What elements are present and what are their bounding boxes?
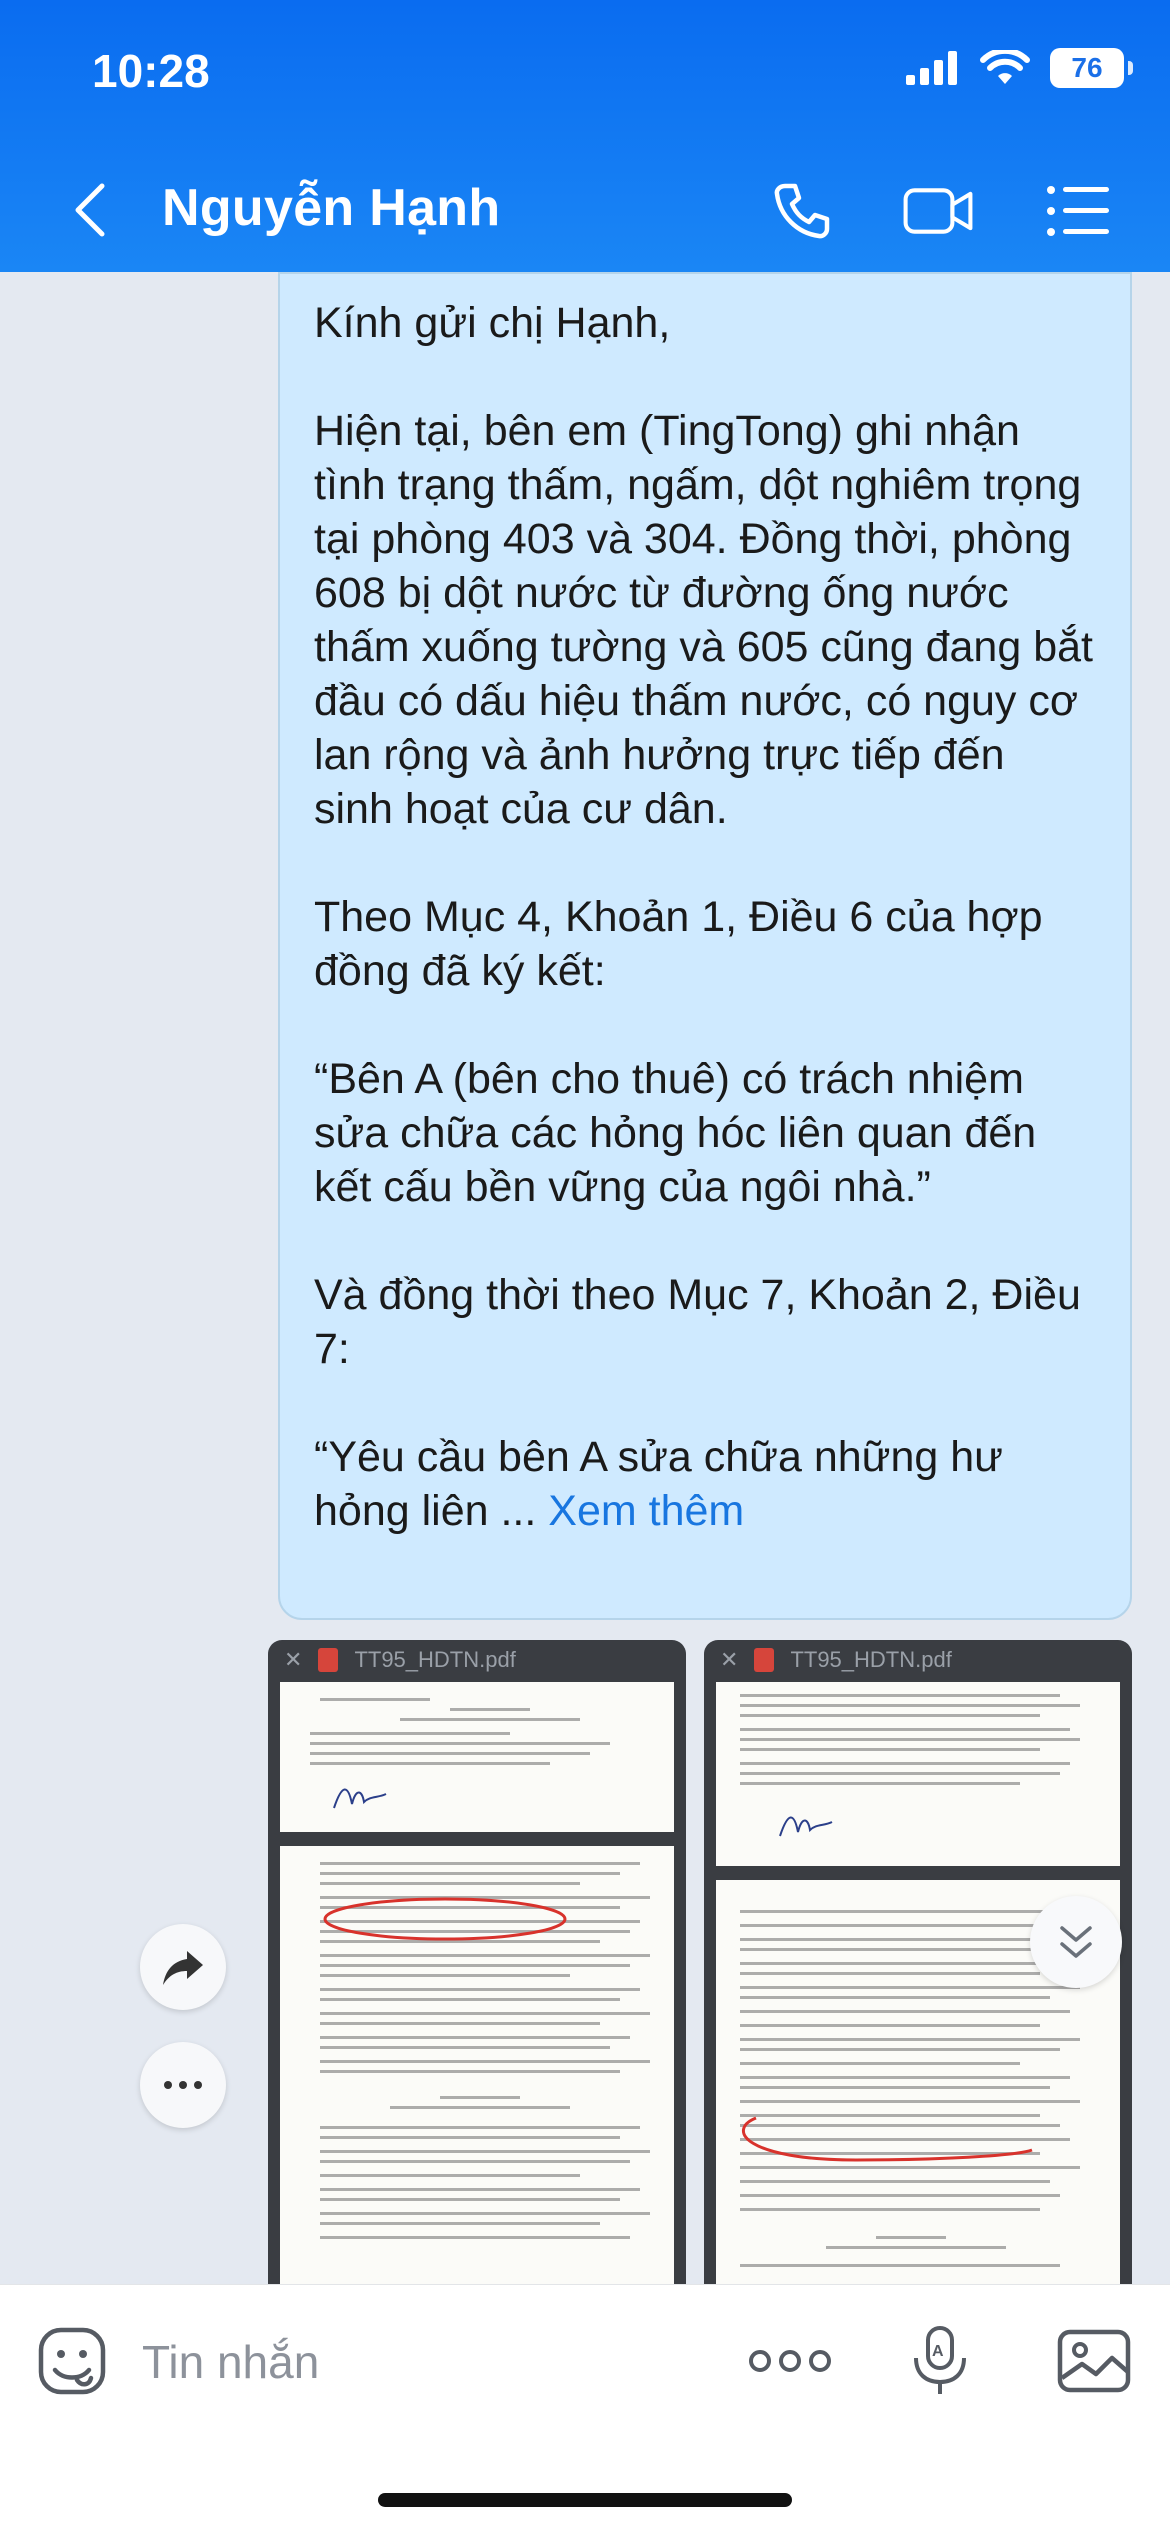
home-indicator — [378, 2493, 792, 2507]
red-circle-annotation — [320, 1894, 570, 1944]
gallery-icon[interactable] — [1054, 2325, 1134, 2397]
pdf-toolbar — [268, 1640, 686, 1680]
signature-mark — [776, 1806, 836, 1846]
close-icon: ✕ — [284, 1647, 303, 1672]
signature-mark — [330, 1778, 390, 1818]
svg-text:A: A — [932, 2343, 944, 2360]
pdf-icon — [318, 1648, 338, 1672]
back-chevron-icon[interactable] — [60, 180, 120, 240]
message-input[interactable]: Tin nhắn — [142, 2336, 320, 2388]
pdf-page-preview — [280, 1846, 674, 2284]
image-attachments[interactable] — [268, 1640, 1132, 2284]
page-title[interactable]: Nguyễn Hạnh — [162, 179, 501, 237]
message-truncated-text: “Yêu cầu bên A sửa chữa những hư hỏng liên ... — [314, 1433, 1003, 1535]
signal-icon — [906, 51, 960, 85]
video-camera-icon[interactable] — [902, 178, 974, 244]
wifi-icon — [980, 50, 1030, 86]
status-icons — [906, 48, 1124, 88]
red-circle-annotation — [736, 2110, 1036, 2166]
share-icon[interactable] — [140, 1924, 226, 2010]
sticker-face-icon[interactable] — [36, 2325, 108, 2397]
status-bar — [0, 0, 1170, 150]
message-quote: “Bên A (bên cho thuê) có trách nhiệm sửa chữa các hỏng hóc liên quan đến kết cấu bền vững của ngôi nhà.” — [314, 1055, 1037, 1211]
chat-area[interactable] — [0, 272, 1170, 2284]
pdf-page-preview — [280, 1682, 674, 1832]
chat-header — [0, 0, 1170, 272]
more-dots-icon[interactable] — [140, 2042, 226, 2128]
pdf-filename: TT95_HDTN.pdf — [790, 1647, 952, 1672]
list-menu-icon[interactable] — [1042, 178, 1114, 244]
see-more-link[interactable]: Xem thêm — [548, 1487, 745, 1535]
nav-bar — [0, 150, 1170, 272]
pdf-icon — [754, 1648, 774, 1672]
message-greeting: Kính gửi chị Hạnh, — [314, 299, 671, 347]
status-time: 10:28 — [92, 45, 210, 97]
pdf-page-preview — [716, 1682, 1120, 1866]
phone-icon[interactable] — [766, 178, 838, 244]
battery-indicator: 76 — [1050, 48, 1124, 88]
message-bubble[interactable] — [278, 272, 1132, 1620]
double-chevron-down-icon[interactable] — [1030, 1896, 1122, 1988]
pdf-filename: TT95_HDTN.pdf — [354, 1647, 516, 1672]
message-paragraph: Và đồng thời theo Mục 7, Khoản 2, Điều 7: — [314, 1271, 1081, 1373]
pdf-toolbar — [704, 1640, 1132, 1680]
message-paragraph: Theo Mục 4, Khoản 1, Điều 6 của hợp đồng đã ký kết: — [314, 893, 1043, 995]
attachment-image[interactable] — [268, 1640, 686, 2284]
message-composer — [0, 2284, 1170, 2533]
message-paragraph-truncated — [314, 1430, 1094, 1538]
close-icon: ✕ — [720, 1647, 739, 1672]
message-paragraph: Hiện tại, bên em (TingTong) ghi nhận tình trạng thấm, ngấm, dột nghiêm trọng tại phòng 403 và 304. Đồng thời, phòng 608 bị dột nước từ đường ống nước thấm xuống tường và 605 cũng đang bắt đầu có dấu hiệu thấm nước, có nguy cơ lan rộng và ảnh hưởng trực tiếp đến sinh hoạt của cư dân. — [314, 407, 1093, 833]
more-options-icon[interactable] — [748, 2325, 832, 2397]
voice-to-text-icon[interactable] — [904, 2325, 976, 2397]
